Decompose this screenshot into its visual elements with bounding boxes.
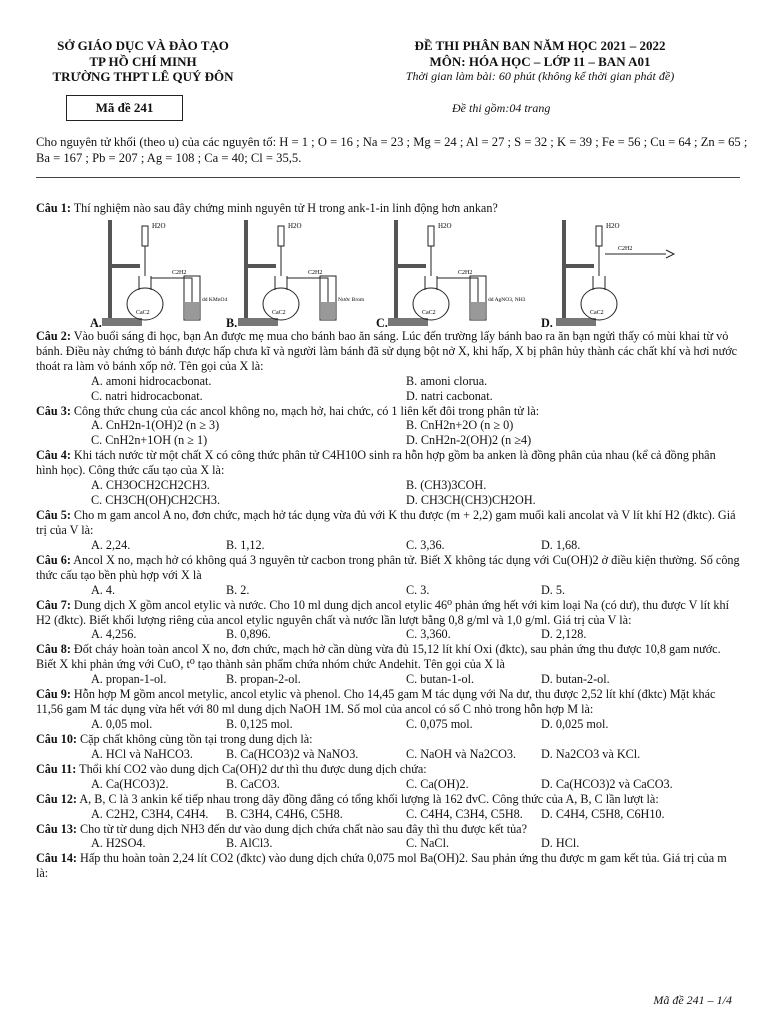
answer-b: B. propan-2-ol. — [226, 672, 301, 687]
answer-c: C. CH3CH(OH)CH2CH3. — [91, 493, 220, 508]
question-text: Khi tách nước từ một chất X có công thức phân tử C4H10O sinh ra hỗn hợp gồm ba anken là đồng phân của nhau (kể cả đồng phân hình học). Công thức cấu tạo của X là: — [36, 448, 716, 478]
question-5 — [36, 508, 740, 538]
question-text: A, B, C là 3 ankin kế tiếp nhau trong dãy đồng đẳng có tổng khối lượng là 162 đvC. Công thức của A, B, C lần lượt là: — [76, 791, 659, 806]
question-14 — [36, 851, 740, 881]
answer-row — [36, 538, 740, 553]
answer-b: B. (CH3)3COH. — [406, 478, 487, 493]
answer-c: C. 3,36. — [406, 537, 445, 552]
answer-row — [36, 672, 740, 687]
answer-row — [36, 807, 740, 822]
answer-d: D. 5. — [541, 582, 566, 597]
answer-c: C. NaOH và Na2CO3. — [406, 746, 517, 761]
answer-row — [36, 627, 740, 642]
answer-row — [36, 777, 740, 792]
answer-d: D. CnH2n-2(OH)2 (n ≥4) — [406, 433, 532, 448]
question-label: Câu 10: — [36, 731, 77, 746]
page-footer: Mã đề 241 – 1/4 — [653, 993, 732, 1007]
answer-c: C. NaCl. — [406, 836, 449, 851]
answer-row — [36, 493, 740, 508]
atomic-masses-note: Cho nguyên tử khối (theo u) của các nguyên tố: H = 1 ; O = 16 ; Na = 23 ; Mg = 24 ; Al = 27 ; S = 32 ; K = 39 ; Fe = 56 ; Cu = 64 ; Zn = 65 ; Ba = 167 ; Pb = 207 ; Ag = 108 ; Ca = 40; Cl = 35,5. — [36, 135, 748, 166]
apparatus-b-flask-label: CaC2 — [272, 309, 286, 316]
figure-label-b: B. — [226, 315, 238, 330]
answer-a: A. C2H2, C3H4, C4H4. — [91, 806, 209, 821]
answer-c: C. 0,075 mol. — [406, 716, 473, 731]
answer-row — [36, 433, 740, 448]
answer-c: C. Ca(OH)2. — [406, 776, 469, 791]
question-label: Câu 11: — [36, 761, 77, 776]
question-3 — [36, 404, 740, 419]
apparatus-c-gas-label: C2H2 — [458, 269, 473, 276]
question-1 — [36, 201, 740, 216]
question-text: Thí nghiệm nào sau đây chứng minh nguyên tử H trong ank-1-in linh động hơn ankan? — [70, 201, 498, 215]
answer-a: A. amoni hidrocacbonat. — [91, 373, 212, 388]
apparatus-c-side-label: dd AgNO3, NH3 — [488, 296, 526, 303]
answer-c: C. 3,360. — [406, 627, 451, 642]
answer-d: D. 2,128. — [541, 627, 587, 642]
department-name: SỞ GIÁO DỤC VÀ ĐÀO TẠO — [57, 38, 229, 53]
apparatus-b-gas-label: C2H2 — [308, 269, 323, 276]
question-11 — [36, 762, 740, 777]
question-label: Câu 14: — [36, 851, 77, 866]
apparatus-d-gas-label: C2H2 — [618, 245, 633, 252]
answer-row — [36, 478, 740, 493]
question-text: Dung dịch X gồm ancol etylic và nước. Cho 10 ml dung dịch ancol etylic 46⁰ phản ứng hết với kim loại Na (có dư), thu được V lít khí H2 (đktc). Biết khối lượng riêng của ancol etylic nguyên chất và nước lần lượt bằng 0,8 g/ml và 1,0 g/ml. Giá trị của V là: — [36, 597, 729, 627]
exam-header — [340, 38, 740, 84]
answer-b: B. Ca(HCO3)2 và NaNO3. — [226, 746, 359, 761]
question-list — [36, 201, 740, 881]
answer-c: C. natri hidrocacbonat. — [91, 388, 203, 403]
answer-a: A. 2,24. — [91, 537, 131, 552]
answer-a: A. Ca(HCO3)2. — [91, 776, 169, 791]
apparatus-d-flask-label: CaC2 — [590, 309, 604, 316]
apparatus-a-top-label: H2O — [152, 221, 166, 230]
question-9 — [36, 687, 740, 717]
answer-a: A. 0,05 mol. — [91, 716, 153, 731]
question-text: Hấp thu hoàn toàn 2,24 lít CO2 (đktc) vào dung dịch chứa 0,075 mol Ba(OH)2. Sau phản ứng thu được m gam kết tủa. Giá trị của m là: — [36, 851, 727, 881]
apparatus-c-top-label: H2O — [438, 221, 452, 230]
figure-label-a: A. — [90, 315, 102, 330]
answer-b: B. 1,12. — [226, 537, 265, 552]
question-text: Công thức chung của các ancol không no, mạch hở, hai chức, có 1 liên kết đôi trong phân tử là: — [70, 403, 540, 418]
school-name: TRƯỜNG THPT LÊ QUÝ ĐÔN — [52, 69, 234, 85]
answer-c: C. 3. — [406, 582, 430, 597]
question-label: Câu 12: — [36, 791, 77, 806]
question-text: Ancol X no, mạch hở có không quá 3 nguyên tử cacbon trong phân tử. Biết X không tác dụng với Cu(OH)2 ở điều kiện thường. Số công thức cấu tạo bền phù hợp với X là — [36, 552, 740, 582]
answer-d: D. Ca(HCO3)2 và CaCO3. — [541, 776, 673, 791]
answer-row — [36, 836, 740, 851]
answer-d: D. 0,025 mol. — [541, 716, 609, 731]
question-12 — [36, 792, 740, 807]
question-label: Câu 9: — [36, 687, 71, 702]
answer-d: D. HCl. — [541, 836, 580, 851]
answer-d: D. C4H4, C5H8, C6H10. — [541, 806, 665, 821]
answer-a: A. propan-1-ol. — [91, 672, 167, 687]
answer-row — [36, 418, 740, 433]
answer-b: B. 2. — [226, 582, 250, 597]
answer-row — [36, 389, 740, 404]
apparatus-b-figure — [238, 216, 368, 329]
question-text: Cặp chất không cùng tồn tại trong dung dịch là: — [76, 731, 313, 746]
question-label: Câu 3: — [36, 403, 71, 418]
answer-d: D. butan-2-ol. — [541, 672, 610, 687]
answer-b: B. amoni clorua. — [406, 373, 488, 388]
exam-title: ĐỀ THI PHÂN BAN NĂM HỌC 2021 – 2022 — [414, 38, 666, 53]
question-text: Vào buổi sáng đi học, bạn An được mẹ mua cho bánh bao ăn sáng. Lúc đến trường lấy bánh bao ra ăn bạn ngửi thấy có mùi khai từ vỏ bánh. Điều này chứng tỏ bánh được hấp chưa kĩ và người làm bánh đã sử dụng bột nở X, khi hấp, X bị phân hủy thành các chất khí và hơi nước thoát ra làm vỏ bánh xốp nở. Tên gọi của X là: — [36, 328, 738, 373]
question-2 — [36, 329, 740, 374]
apparatus-c-flask-label: CaC2 — [422, 309, 436, 316]
answer-b: B. CnH2n+2O (n ≥ 0) — [406, 418, 514, 433]
apparatus-a-figure — [102, 216, 232, 329]
question-13 — [36, 822, 740, 837]
exam-subject: MÔN: HÓA HỌC – LỚP 11 – BAN A01 — [429, 53, 651, 69]
apparatus-b-top-label: H2O — [288, 221, 302, 230]
question-text: Thổi khí CO2 vào dung dịch Ca(OH)2 dư thì thu được dung dịch chứa: — [76, 761, 427, 776]
question-text: Cho m gam ancol A no, đơn chức, mạch hở tác dụng vừa đủ với K thu được (m + 2,2) gam muối kali ancolat và V lít khí H2 (đktc). Giá trị của V là: — [36, 508, 736, 537]
apparatus-b-side-label: Nước Brom — [338, 296, 365, 303]
apparatus-a-side-label: dd KMnO4 — [202, 296, 228, 303]
city-name: TP HỒ CHÍ MINH — [89, 53, 197, 69]
question-7 — [36, 598, 740, 628]
divider-line — [36, 177, 740, 178]
question-text: Cho từ từ dung dịch NH3 đến dư vào dung dịch chứa chất nào sau đây thì thu được kết tủa? — [76, 821, 527, 836]
question-label: Câu 5: — [36, 508, 71, 523]
answer-d: D. Na2CO3 và KCl. — [541, 746, 641, 761]
apparatus-a-gas-label: C2H2 — [172, 269, 187, 276]
answer-b: B. AlCl3. — [226, 836, 273, 851]
question-label: Câu 1: — [36, 201, 71, 215]
question-label: Câu 8: — [36, 642, 71, 657]
figure-label-c: C. — [376, 315, 388, 330]
answer-row — [36, 583, 740, 598]
question-label: Câu 7: — [36, 597, 71, 612]
question-6 — [36, 553, 740, 583]
question-label: Câu 13: — [36, 821, 77, 836]
question-label: Câu 2: — [36, 328, 71, 343]
answer-b: B. 0,125 mol. — [226, 716, 293, 731]
school-header — [28, 38, 258, 85]
answer-a: A. CH3OCH2CH2CH3. — [91, 478, 210, 493]
answer-row — [36, 747, 740, 762]
answer-b: B. 0,896. — [226, 627, 271, 642]
answer-b: B. C3H4, C4H6, C5H8. — [226, 806, 343, 821]
exam-time-note: Thời gian làm bài: 60 phút (không kể thời gian phát đề) — [405, 69, 675, 84]
question-1-figures — [36, 216, 740, 329]
question-label: Câu 6: — [36, 552, 71, 567]
apparatus-a-flask-label: CaC2 — [136, 309, 150, 316]
answer-d: D. natri cacbonat. — [406, 388, 493, 403]
answer-c: C. C4H4, C3H4, C5H8. — [406, 806, 523, 821]
answer-d: D. 1,68. — [541, 537, 581, 552]
answer-row — [36, 374, 740, 389]
apparatus-d-figure — [556, 216, 706, 329]
answer-a: A. H2SO4. — [91, 836, 146, 851]
question-text: Hỗn hợp M gồm ancol metylic, ancol etylic và phenol. Cho 14,45 gam M tác dụng với Na dư, thu được 2,52 lít khí (đktc) Mặt khác 11,56 gam M tác dụng vừa hết với 80 ml dung dịch NaOH 1M. Số mol của ancol có số C nhỏ trong hỗn hợp M là: — [36, 687, 716, 716]
exam-code-box: Mã đề 241 — [66, 95, 183, 121]
question-text: Đốt cháy hoàn toàn ancol X no, đơn chức, mạch hở cần dùng vừa đủ 15,12 lít khí Oxi (đktc), sau phản ứng thu được 10,8 gam nước. Biết X khi phản ứng với CuO, t⁰ tạo thành sản phẩm chứa nhóm chức Andehit. Tên gọi của X là — [36, 642, 721, 672]
apparatus-c-figure — [388, 216, 538, 329]
question-10 — [36, 732, 740, 747]
answer-d: D. CH3CH(CH3)CH2OH. — [406, 493, 536, 508]
figure-label-d: D. — [541, 315, 553, 330]
page-count-note: Đề thi gồm:04 trang — [452, 101, 551, 115]
apparatus-d-top-label: H2O — [606, 221, 620, 230]
answer-a: A. 4. — [91, 582, 116, 597]
answer-c: C. CnH2n+1OH (n ≥ 1) — [91, 433, 208, 448]
question-label: Câu 4: — [36, 448, 71, 463]
answer-b: B. CaCO3. — [226, 776, 280, 791]
answer-a: A. 4,256. — [91, 627, 137, 642]
answer-row — [36, 717, 740, 732]
question-8 — [36, 642, 740, 672]
answer-a: A. CnH2n-1(OH)2 (n ≥ 3) — [91, 418, 220, 433]
question-4 — [36, 448, 740, 478]
answer-c: C. butan-1-ol. — [406, 672, 475, 687]
answer-a: A. HCl và NaHCO3. — [91, 746, 193, 761]
